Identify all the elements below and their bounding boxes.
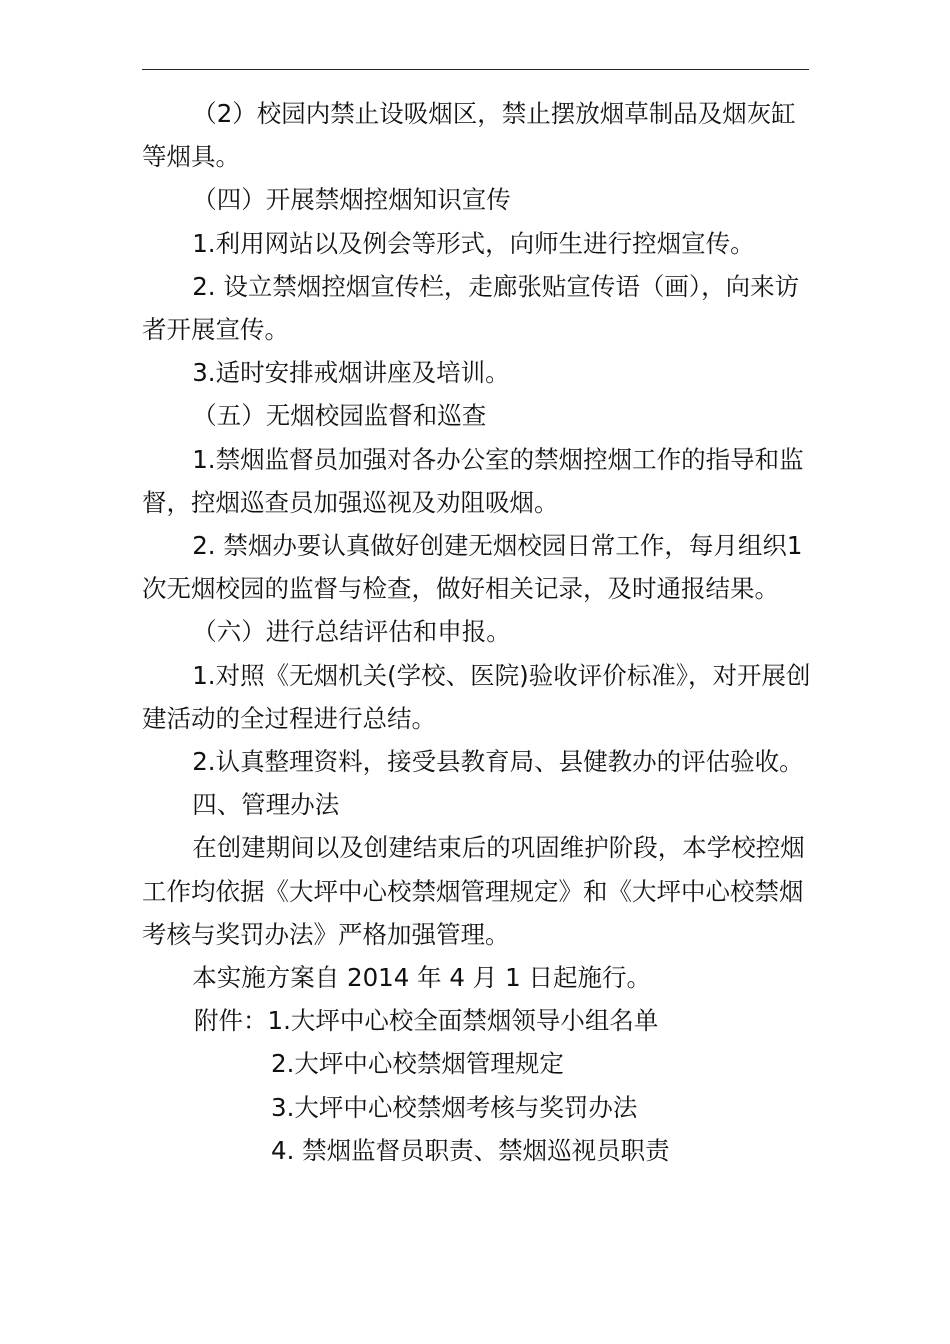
paragraph-5: 3.适时安排戒烟讲座及培训。 [192,358,510,388]
section-heading-management: 四、管理办法 [192,790,340,820]
header-rule [142,69,809,70]
attachment-item-2: 2.大坪中心校禁烟管理规定 [271,1049,564,1079]
paragraph-3: 1.利用网站以及例会等形式，向师生进行控烟宣传。 [192,228,755,258]
section-heading-5: （五）无烟校园监督和巡查 [192,401,487,431]
section-heading-4: （四）开展禁烟控烟知识宣传 [192,185,511,215]
paragraph-13: 在创建期间以及创建结束后的巩固维护阶段，本学校控烟工作均依据《大坪中心校禁烟管理规定》和《大坪中心校禁烟考核与奖罚办法》严格加强管理。 [142,833,805,949]
paragraph-8: 2. 禁烟办要认真做好创建无烟校园日常工作，每月组织1 次无烟校园的监督与检查，做好相关记录，及时通报结果。 [142,531,803,604]
effective-date-paragraph: 本实施方案自 2014 年 4 月 1 日起施行。 [192,963,651,993]
attachment-item-1: 1.大坪中心校全面禁烟领导小组名单 [267,1006,659,1036]
attachment-line-1 [142,999,817,1042]
paragraph-4: 2. 设立禁烟控烟宣传栏，走廊张贴宣传语（画），向来访者开展宣传。 [142,271,800,345]
document-body [142,92,817,1172]
attachment-item-3: 3.大坪中心校禁烟考核与奖罚办法 [271,1092,638,1122]
attachment-item-4: 4. 禁烟监督员职责、禁烟巡视员职责 [271,1135,670,1165]
paragraph-1: （2）校园内禁止设吸烟区，禁止摆放烟草制品及烟灰缸等烟具。 [142,99,796,172]
paragraph-11: 2.认真整理资料，接受县教育局、县健教办的评估验收。 [192,747,804,777]
paragraph-10: 1.对照《无烟机关(学校、医院)验收评价标准》，对开展创建活动的全过程进行总结。 [142,660,811,733]
section-heading-6: （六）进行总结评估和申报。 [192,617,511,647]
attachment-label: 附件： [194,1006,268,1036]
paragraph-7: 1.禁烟监督员加强对各办公室的禁烟控烟工作的指导和监督，控烟巡查员加强巡视及劝阻吸烟。 [142,444,804,517]
